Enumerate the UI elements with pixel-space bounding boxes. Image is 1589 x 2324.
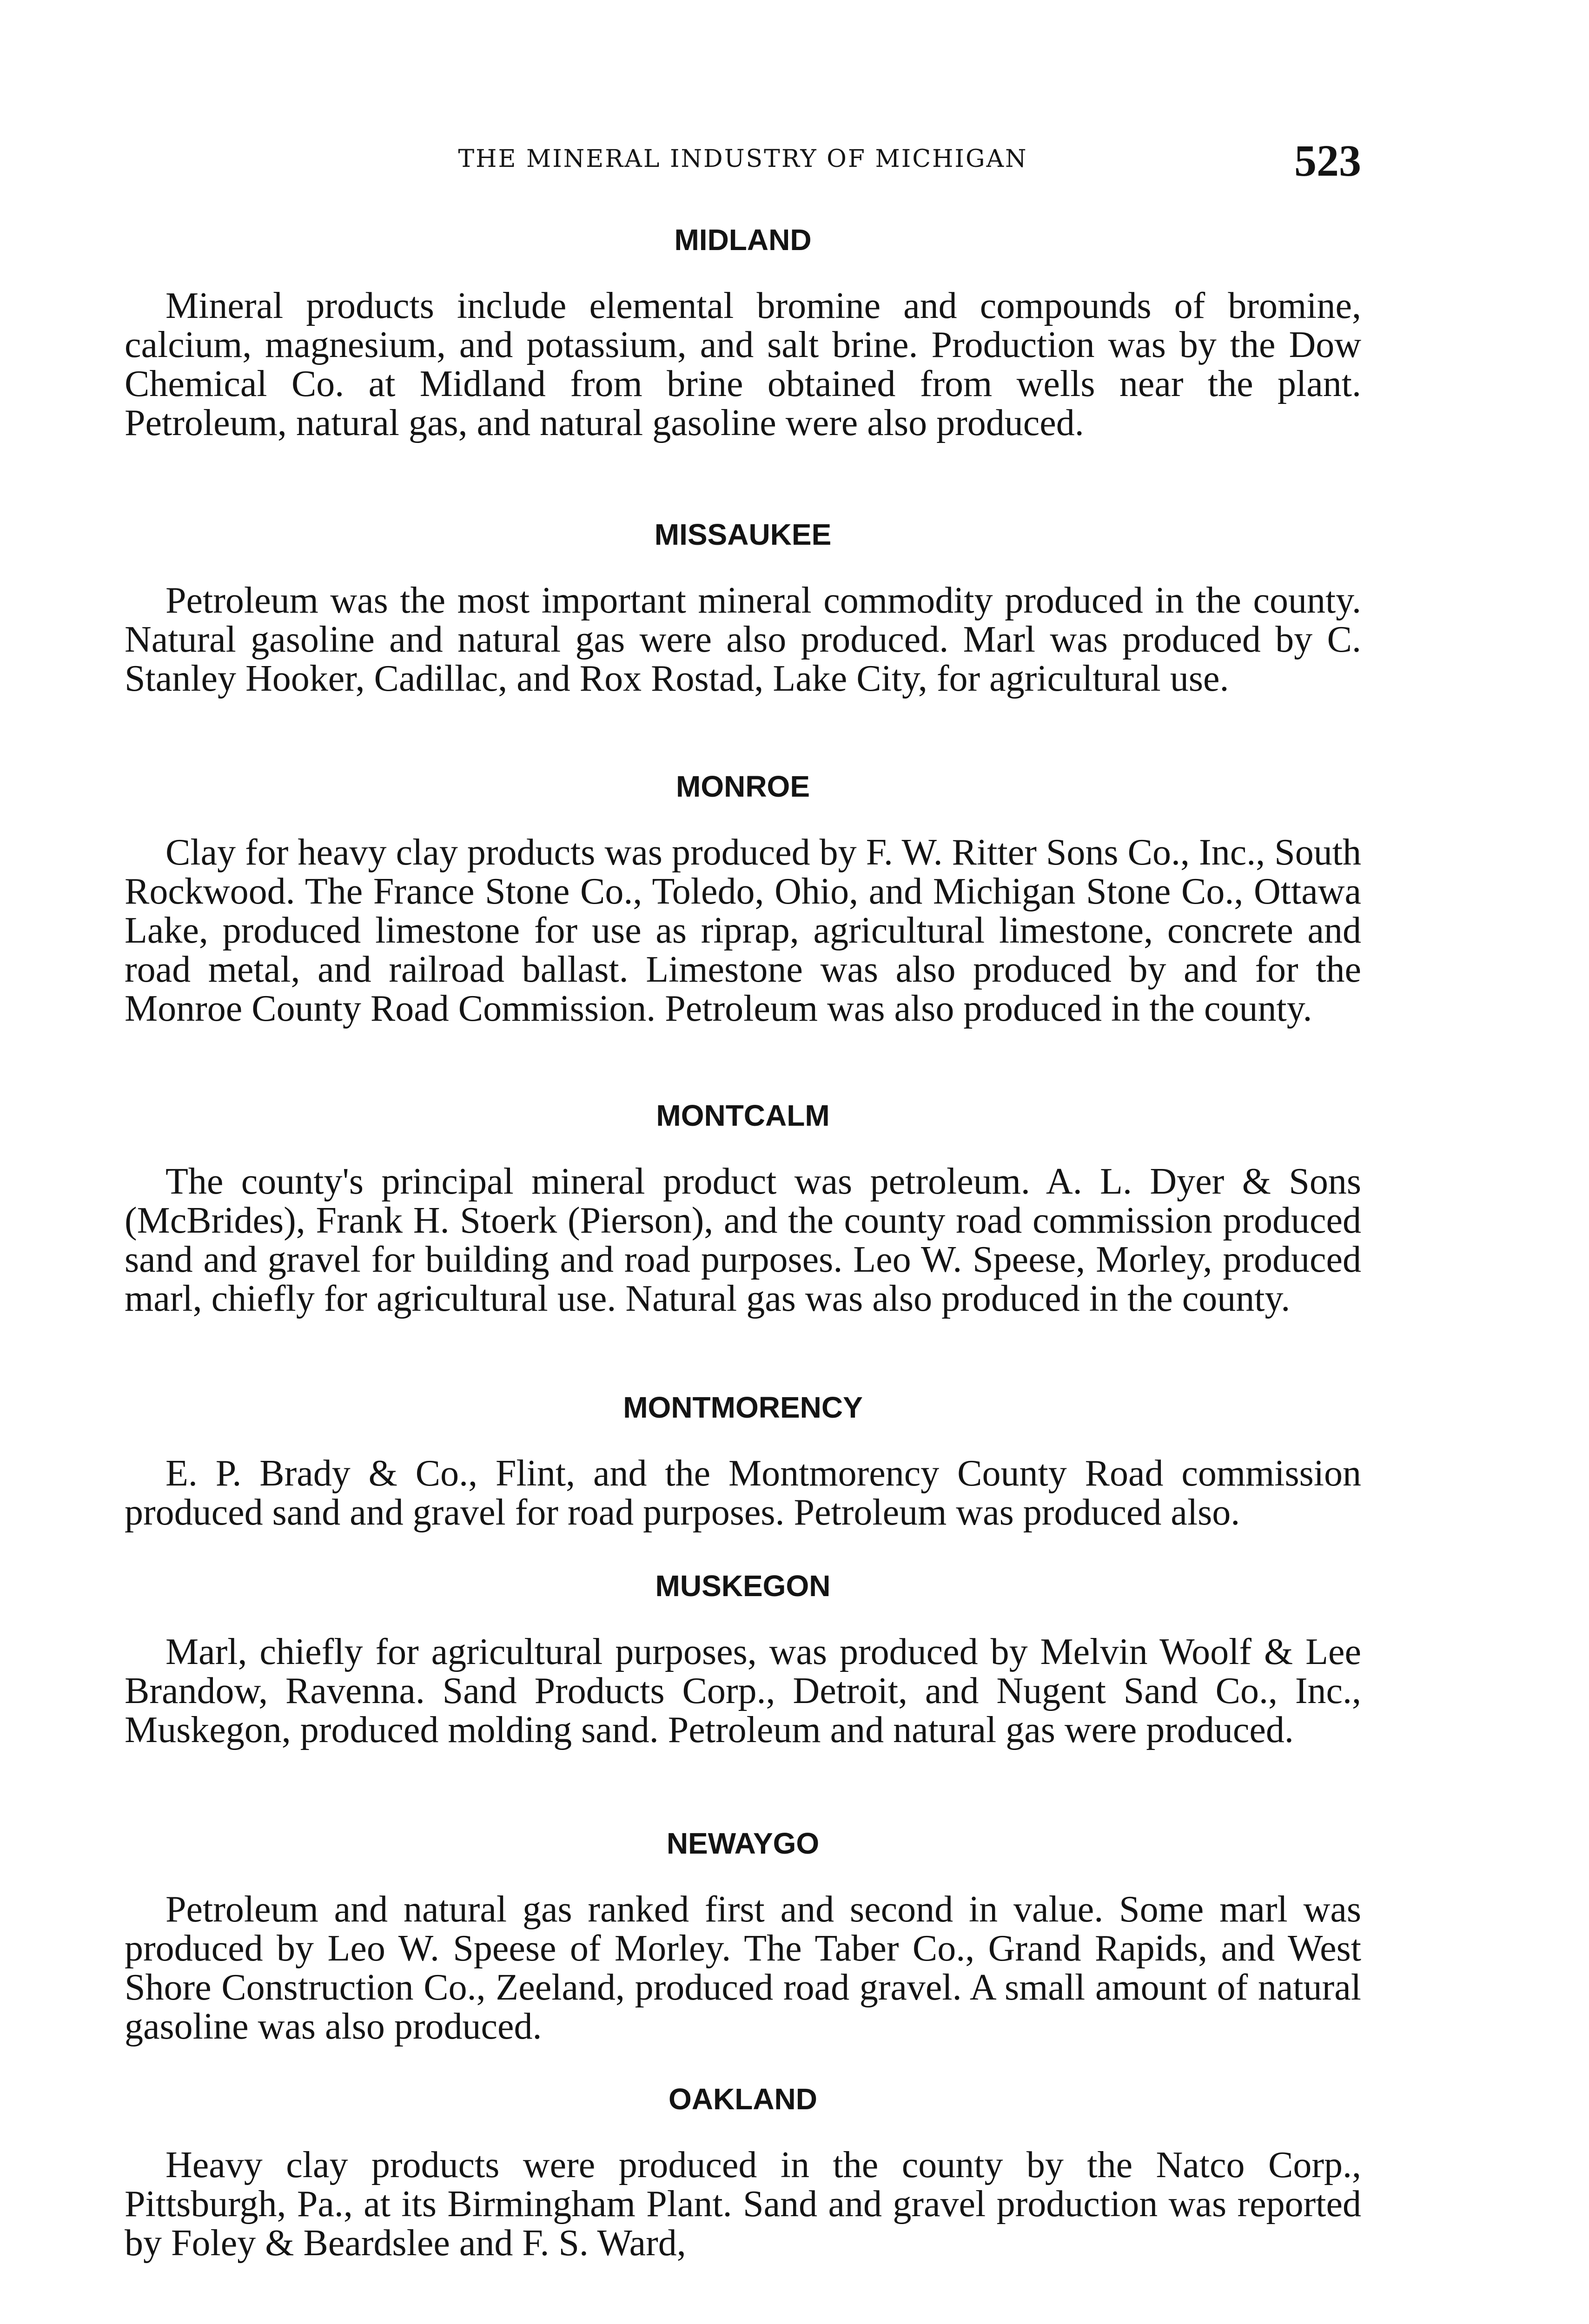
section-newaygo	[125, 1826, 1361, 2046]
section-oakland	[125, 2081, 1361, 2263]
running-title: THE MINERAL INDUSTRY OF MICHIGAN	[458, 145, 1028, 173]
section-paragraph: Petroleum was the most important mineral commodity produced in the county. Natural gasoline and natural gas were also produced. Marl was produced by C. Stanley Hooker, Cadillac, and Rox Rostad, Lake City, for agricultural use.	[125, 580, 1361, 699]
section-heading: NEWAYGO	[666, 1827, 820, 1860]
section-heading: MUSKEGON	[655, 1569, 831, 1603]
section-heading: MONTMORENCY	[623, 1391, 863, 1424]
section-midland	[125, 222, 1361, 442]
section-montcalm	[125, 1098, 1361, 1318]
section-muskegon	[125, 1568, 1361, 1750]
section-paragraph: E. P. Brady & Co., Flint, and the Montmorency County Road commission produced sand and gravel for road purposes. Petroleum was produced also.	[125, 1453, 1361, 1533]
section-missaukee	[125, 517, 1361, 698]
section-paragraph: Petroleum and natural gas ranked first and second in value. Some marl was produced by Leo W. Speese of Morley. The Taber Co., Grand Rapids, and West Shore Construction Co., Zeeland, produced road gravel. A small amount of natural gasoline was also produced.	[125, 1889, 1361, 2047]
running-header	[125, 136, 1361, 190]
section-heading: MIDLAND	[674, 223, 812, 257]
page-number: 523	[1294, 136, 1361, 185]
section-heading: MONTCALM	[656, 1099, 830, 1132]
section-paragraph: Marl, chiefly for agricultural purposes, was produced by Melvin Woolf & Lee Brandow, Ravenna. Sand Products Corp., Detroit, and Nugent Sand Co., Inc., Muskegon, produced molding sand. Petroleum and natural gas were produced.	[125, 1631, 1361, 1750]
section-paragraph: Heavy clay products were produced in the county by the Natco Corp., Pittsburgh, Pa., at its Birmingham Plant. Sand and gravel production was reported by Foley & Beardslee and F. S. Ward,	[125, 2145, 1361, 2264]
section-montmorency	[125, 1390, 1361, 1532]
section-heading: MISSAUKEE	[654, 518, 832, 551]
section-monroe	[125, 769, 1361, 1028]
section-paragraph: Clay for heavy clay products was produced by F. W. Ritter Sons Co., Inc., South Rockwood. The France Stone Co., Toledo, Ohio, and Michigan Stone Co., Ottawa Lake, produced limestone for use as riprap, agricultural limestone, concrete and road metal, and railroad ballast. Limestone was also produced by and for the Monroe County Road Commission. Petroleum was also produced in the county.	[125, 832, 1361, 1029]
section-paragraph: The county's principal mineral product was petroleum. A. L. Dyer & Sons (McBrides), Frank H. Stoerk (Pierson), and the county road commission produced sand and gravel for building and road purposes. Leo W. Speese, Morley, produced marl, chiefly for agricultural use. Natural gas was also produced in the county.	[125, 1161, 1361, 1319]
section-heading: OAKLAND	[669, 2082, 817, 2116]
section-paragraph: Mineral products include elemental bromine and compounds of bromine, calcium, magnesium, and potassium, and salt brine. Production was by the Dow Chemical Co. at Midland from brine obtained from wells near the plant. Petroleum, natural gas, and natural gasoline were also produced.	[125, 285, 1361, 443]
section-heading: MONROE	[676, 770, 810, 803]
